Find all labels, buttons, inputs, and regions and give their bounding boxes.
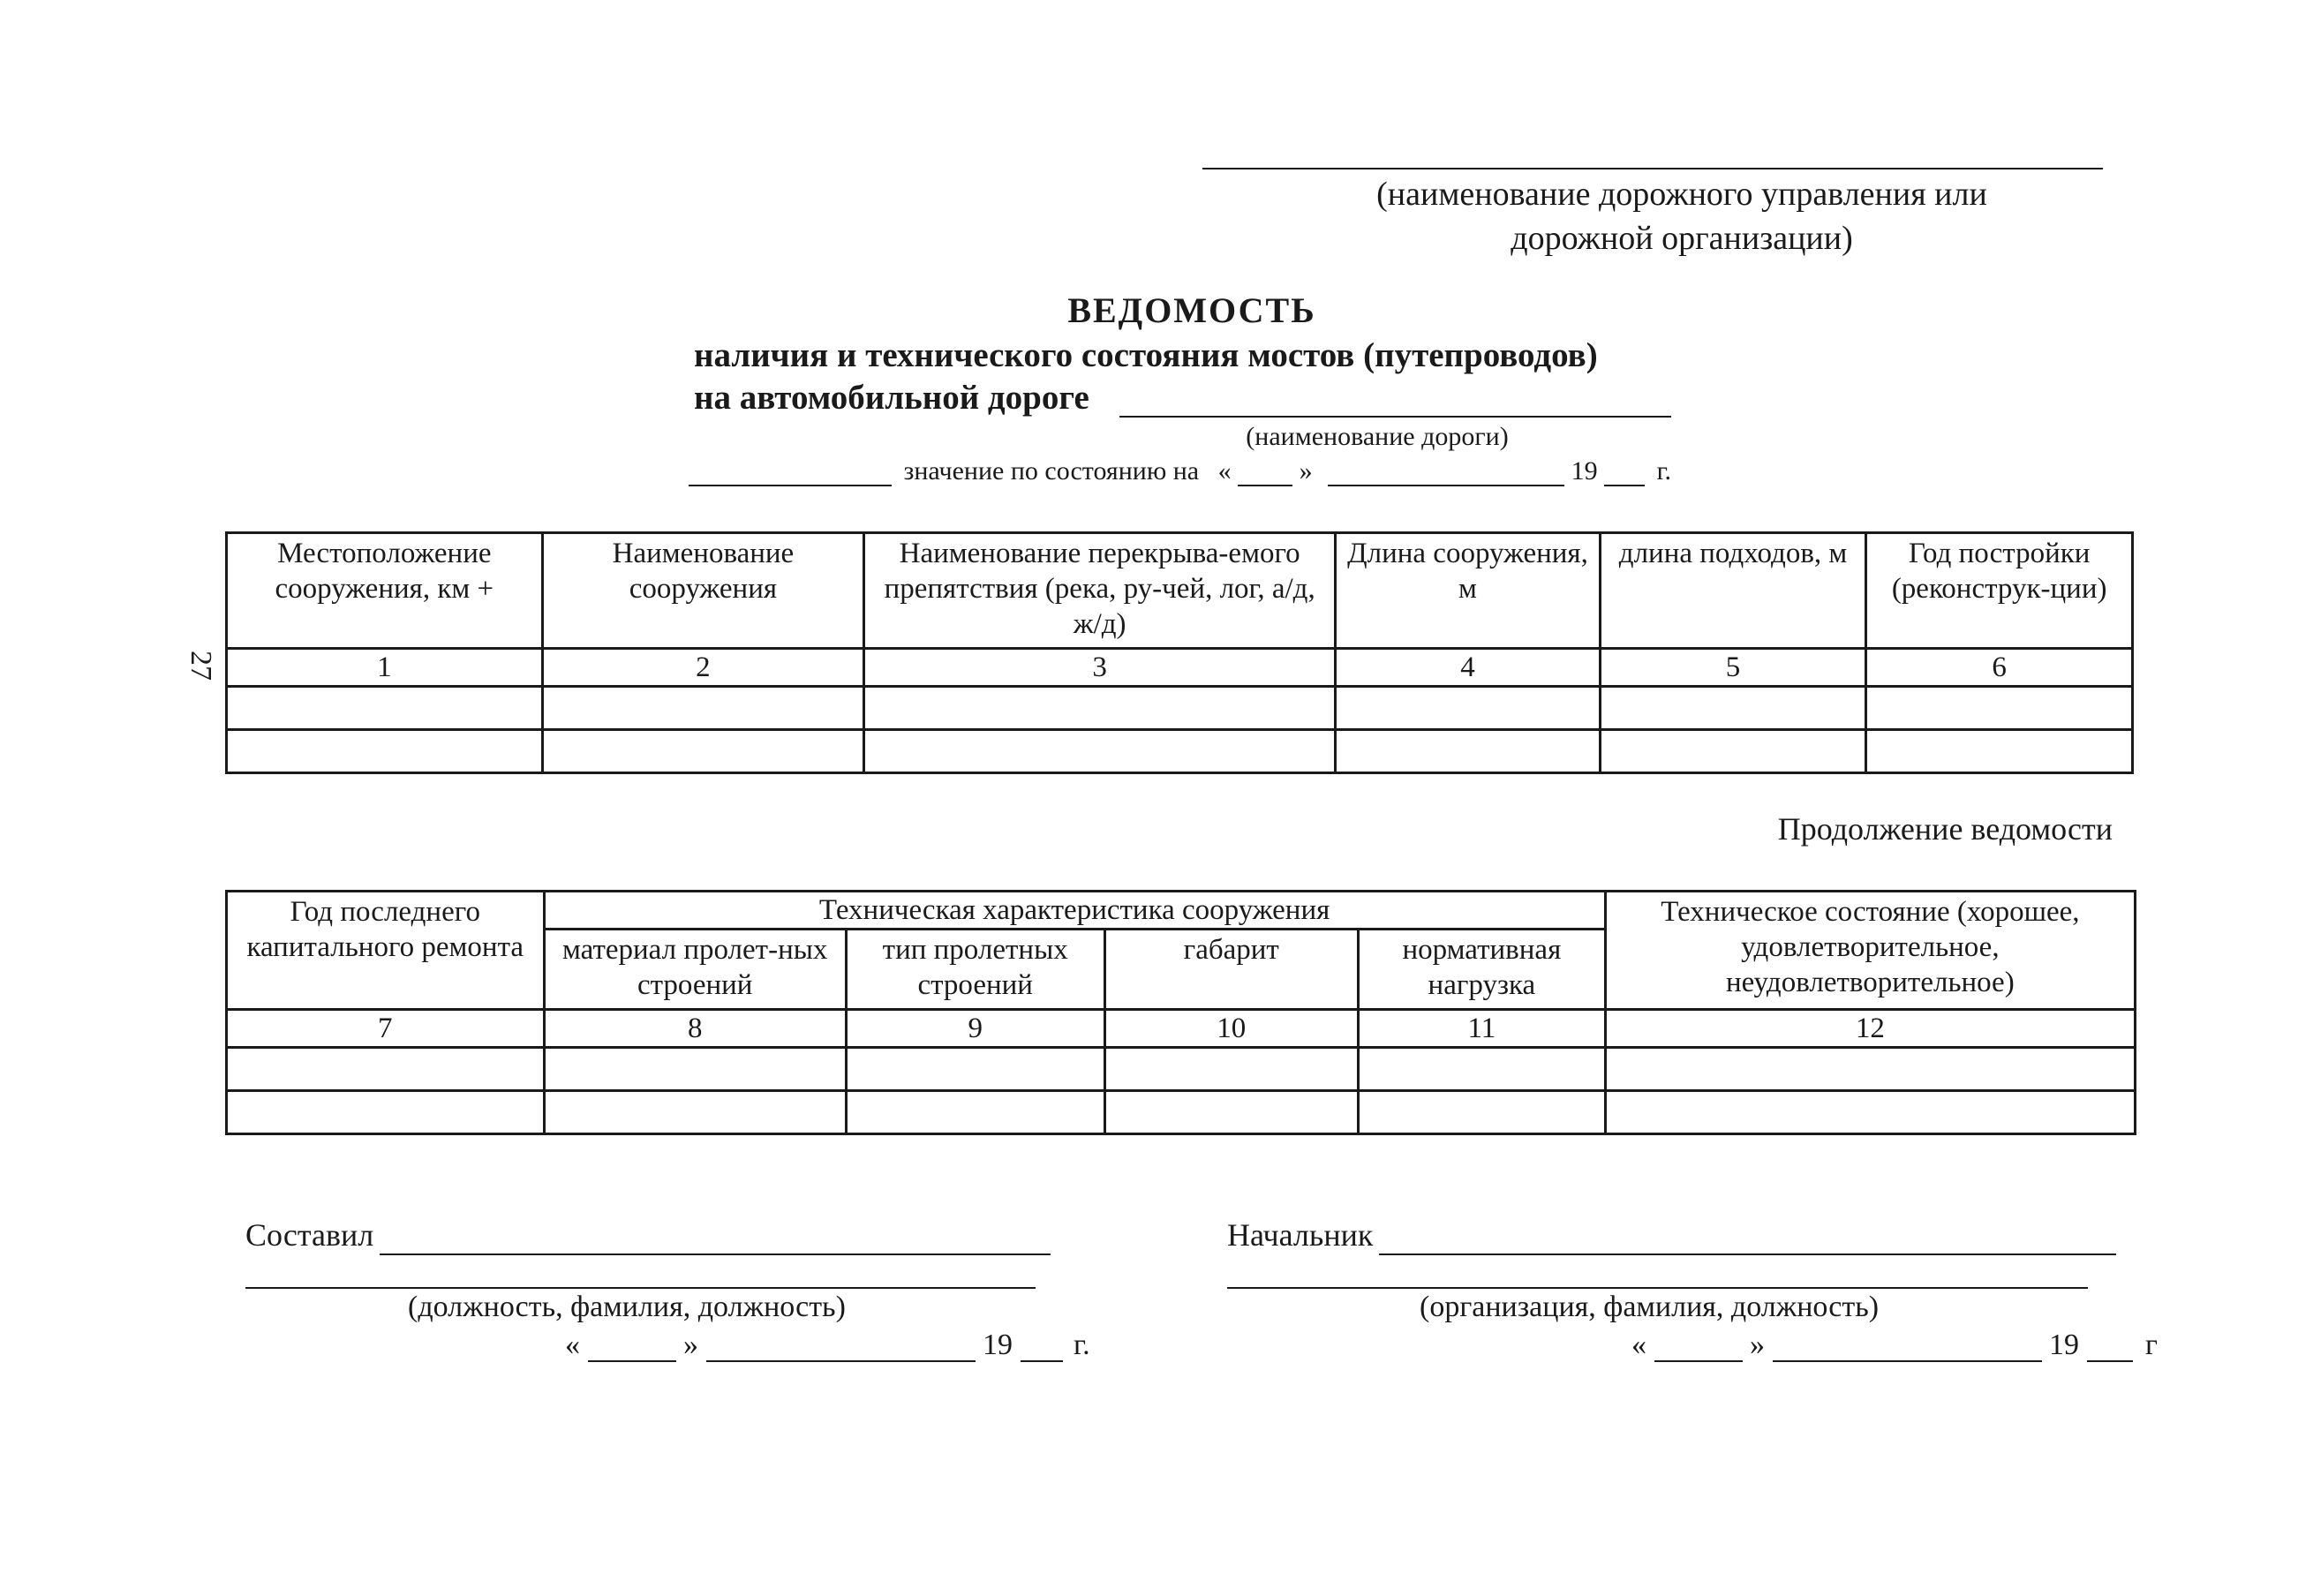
org-caption-line1: (наименование дорожного управления или	[1376, 176, 1987, 213]
compiled-by-line-2[interactable]	[245, 1287, 1036, 1289]
header-structure-name: Наименование сооружения	[542, 533, 864, 649]
compiled-by-line[interactable]	[380, 1253, 1051, 1255]
head-year-blank[interactable]	[2087, 1330, 2133, 1362]
table1-number-row	[227, 649, 2133, 687]
org-caption-line2: дорожной организации)	[1511, 220, 1853, 257]
table-cell[interactable]	[1605, 1091, 2135, 1134]
road-name-line[interactable]	[1119, 416, 1671, 418]
head-day-blank[interactable]	[1654, 1330, 1743, 1362]
head-year-suffix: г	[2145, 1329, 2158, 1361]
header-clearance: габарит	[1104, 930, 1358, 1010]
table-cell[interactable]	[1600, 687, 1866, 730]
header-approach-length: длина подходов, м	[1600, 533, 1866, 649]
column-number: 9	[846, 1010, 1104, 1048]
column-number: 6	[1866, 649, 2133, 687]
org-caption	[1262, 172, 2101, 260]
column-number: 4	[1336, 649, 1601, 687]
head-date-row	[1631, 1329, 2158, 1367]
continuation-label: Продолжение ведомости	[1777, 811, 2113, 847]
open-quote: «	[565, 1329, 580, 1361]
table-cell[interactable]	[544, 1091, 846, 1134]
table-row	[227, 1048, 2136, 1091]
close-quote: »	[683, 1329, 698, 1361]
status-row	[689, 455, 1671, 493]
compiled-year-prefix: 19	[983, 1329, 1013, 1361]
head-year-prefix: 19	[2049, 1329, 2079, 1361]
table-cell[interactable]	[1866, 730, 2133, 773]
status-year-prefix: 19	[1571, 456, 1598, 486]
table-cell[interactable]	[846, 1048, 1104, 1091]
header-technical-characteristics: Техническая характеристика сооружения	[544, 892, 1605, 930]
head-signature-line-2[interactable]	[1227, 1287, 2088, 1289]
table-cell[interactable]	[1359, 1091, 1606, 1134]
status-text: значение по состоянию на	[903, 456, 1200, 486]
table-cell[interactable]	[1104, 1091, 1358, 1134]
status-month-blank[interactable]	[1328, 455, 1564, 486]
table-cell[interactable]	[864, 687, 1336, 730]
column-number: 8	[544, 1010, 846, 1048]
header-design-load: нормативная нагрузка	[1359, 930, 1606, 1010]
table-cell[interactable]	[1336, 730, 1601, 773]
table-cell[interactable]	[1359, 1048, 1606, 1091]
table2-number-row	[227, 1010, 2136, 1048]
table-cell[interactable]	[227, 730, 543, 773]
head-signature-line[interactable]	[1379, 1253, 2116, 1255]
table-cell[interactable]	[542, 687, 864, 730]
header-technical-condition: Техническое состояние (хорошее, удовлетворительное, неудовлетворительное)	[1605, 892, 2135, 1010]
column-number: 11	[1359, 1010, 1606, 1048]
status-day-blank[interactable]	[1238, 455, 1292, 486]
open-quote: «	[1217, 456, 1232, 486]
header-last-repair-year: Год последнего капитального ремонта	[227, 892, 545, 1010]
table-row	[227, 730, 2133, 773]
compiled-month-blank[interactable]	[706, 1330, 976, 1362]
document-title: ВЕДОМОСТЬ	[1067, 290, 1316, 330]
table-cell[interactable]	[544, 1048, 846, 1091]
document-subtitle: наличия и технического состояния мостов (путепроводов)	[694, 336, 1598, 374]
bridges-table-main	[225, 531, 2134, 774]
table-cell[interactable]	[542, 730, 864, 773]
column-number: 10	[1104, 1010, 1358, 1048]
header-location: Местоположение сооружения, км +	[227, 533, 543, 649]
table-cell[interactable]	[864, 730, 1336, 773]
close-quote: »	[1750, 1329, 1765, 1361]
road-caption: (наименование дороги)	[1246, 422, 1509, 451]
column-number: 7	[227, 1010, 545, 1048]
table-cell[interactable]	[1336, 687, 1601, 730]
compiled-year-suffix: г.	[1074, 1329, 1090, 1361]
head-caption: (организация, фамилия, должность)	[1420, 1291, 1880, 1323]
page-number: 27	[185, 651, 217, 681]
column-number: 3	[864, 649, 1336, 687]
road-label: на автомобильной дороге	[694, 379, 1089, 417]
head-month-blank[interactable]	[1773, 1330, 2042, 1362]
header-structure-length: Длина сооружения, м	[1336, 533, 1601, 649]
table-cell[interactable]	[227, 687, 543, 730]
compiled-day-blank[interactable]	[588, 1330, 676, 1362]
column-number: 2	[542, 649, 864, 687]
close-quote: »	[1299, 456, 1313, 486]
table-cell[interactable]	[846, 1091, 1104, 1134]
table-cell[interactable]	[1605, 1048, 2135, 1091]
status-year-suffix: г.	[1656, 456, 1672, 486]
table-cell[interactable]	[1866, 687, 2133, 730]
head-label: Начальник	[1227, 1217, 1374, 1253]
table2-header-row	[227, 892, 2136, 930]
table-cell[interactable]	[227, 1091, 545, 1134]
header-construction-year: Год постройки (реконструк-ции)	[1866, 533, 2133, 649]
open-quote: «	[1631, 1329, 1646, 1361]
header-obstacle-name: Наименование перекрыва-емого препятствия (река, ру-чей, лог, а/д, ж/д)	[864, 533, 1336, 649]
status-year-blank[interactable]	[1604, 455, 1645, 486]
table-cell[interactable]	[1104, 1048, 1358, 1091]
table-row	[227, 1091, 2136, 1134]
table1-header-row	[227, 533, 2133, 649]
road-significance-blank[interactable]	[689, 455, 892, 486]
bridges-table-continuation	[225, 890, 2136, 1135]
table-cell[interactable]	[1600, 730, 1866, 773]
org-name-line[interactable]	[1202, 168, 2103, 169]
compiled-by-label: Составил	[245, 1217, 374, 1253]
table-row	[227, 687, 2133, 730]
column-number: 1	[227, 649, 543, 687]
header-span-material: материал пролет-ных строений	[544, 930, 846, 1010]
compiled-date-row	[565, 1329, 1090, 1367]
header-span-type: тип пролетных строений	[846, 930, 1104, 1010]
column-number: 5	[1600, 649, 1866, 687]
column-number: 12	[1605, 1010, 2135, 1048]
compiled-by-caption: (должность, фамилия, должность)	[408, 1291, 846, 1323]
compiled-year-blank[interactable]	[1021, 1330, 1063, 1362]
table-cell[interactable]	[227, 1048, 545, 1091]
